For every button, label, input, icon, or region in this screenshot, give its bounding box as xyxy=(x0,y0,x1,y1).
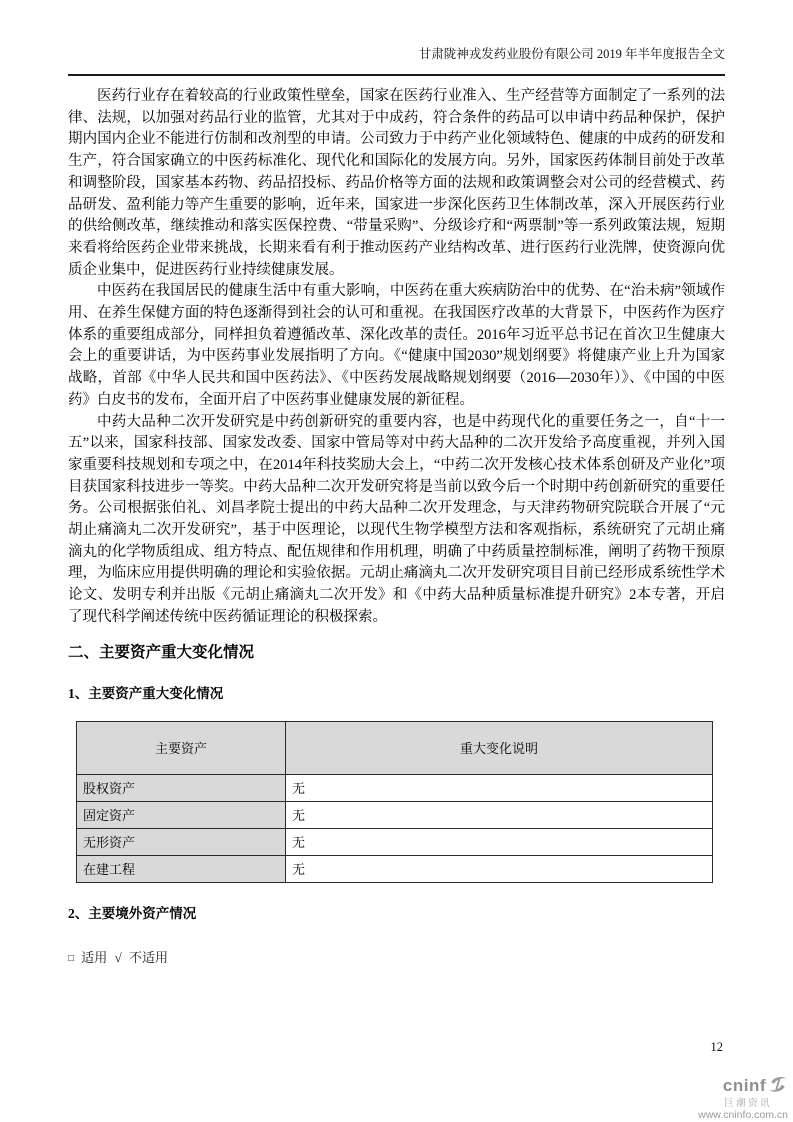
not-applicable-label: 不适用 xyxy=(128,949,168,965)
asset-change-cell: 无 xyxy=(286,801,713,828)
col-header-change-description: 重大变化说明 xyxy=(286,721,713,774)
cninfo-chinese-name: 巨潮资讯 xyxy=(723,1097,772,1109)
sub-heading-major-asset-changes: 1、主要资产重大变化情况 xyxy=(68,685,224,701)
asset-name-cell: 固定资产 xyxy=(77,801,286,828)
asset-change-cell: 无 xyxy=(286,855,713,882)
asset-name-cell: 无形资产 xyxy=(77,828,286,855)
page-number: 12 xyxy=(710,1040,723,1054)
paragraph-secondary-development: 中药大品种二次开发研究是中药创新研究的重要内容，也是中药现代化的重要任务之一，自“十一五”以来，国家科技部、国家发改委、国家中管局等对中药大品种的二次开发给予高度重视，并列入国家重要科技规划和专项之中，在2014年科技奖励大会上，“中药二次开发核心技术体系创研及产业化”项目获国家科技进步一等奖。中药大品种二次开发研究将是当前以致今后一个时期中药创新研究的重要任务。公司根据张伯礼、刘昌孝院士提出的中药大品种二次开发理念，与天津药物研究院联合开展了“元胡止痛滴丸二次开发研究”，基于中医理论，以现代生物学模型方法和客观指标，系统研究了元胡止痛滴丸的化学物质组成、组方特点、配伍规律和作用机理，明确了中药质量控制标准，阐明了药物干预原理，为临床应用提供明确的理论和实验依据。元胡止痛滴丸二次开发研究项目目前已经形成系统性学术论文、发明专利并出版《元胡止痛滴丸二次开发》和《中药大品种质量标准提升研究》2本专著，开启了现代科学阐述传统中医药循证理论的积极探索。 xyxy=(68,413,725,625)
table-row xyxy=(77,774,713,801)
cninfo-logo xyxy=(698,1076,788,1122)
cninfo-url: www.cninfo.com.cn xyxy=(698,1109,788,1122)
table-row xyxy=(77,828,713,855)
sub-heading-overseas-assets: 2、主要境外资产情况 xyxy=(68,905,197,921)
applicable-label: 适用 xyxy=(81,949,108,965)
asset-name-cell: 在建工程 xyxy=(77,855,286,882)
asset-name-cell: 股权资产 xyxy=(77,774,286,801)
applicability-line xyxy=(68,949,725,968)
document-header xyxy=(68,0,725,76)
check-mark-icon: √ xyxy=(114,949,122,965)
col-header-asset: 主要资产 xyxy=(77,721,286,774)
table-row xyxy=(77,801,713,828)
paragraph-tcm-influence: 中医药在我国居民的健康生活中有重大影响，中医药在重大疾病防治中的优势、在“治未病”领域作用、在养生保健方面的特色逐渐得到社会的认可和重视。在我国医疗改革的大背景下，中医药作为医疗体系的重要组成部分，同样担负着遵循改革、深化改革的责任。2016年习近平总书记在首次卫生健康大会上的重要讲话，为中医药事业发展指明了方向。《“健康中国2030”规划纲要》将健康产业上升为国家战略，首部《中华人民共和国中医药法》、《中医药发展战略规划纲要（2016—2030年）》、《中国的中医药》白皮书的发布，全面开启了中医药事业健康发展的新征程。 xyxy=(68,283,725,408)
asset-change-cell: 无 xyxy=(286,774,713,801)
body-text xyxy=(68,86,725,629)
paragraph-industry-policy: 医药行业存在着较高的行业政策性壁垒，国家在医药行业准入、生产经营等方面制定了一系列的法律、法规，以加强对药品行业的监管，尤其对于中成药，符合条件的药品可以申请中药品种保护，保护期内国内企业不能进行仿制和改剂型的申请。公司致力于中药产业化领域特色、健康的中成药的研发和生产，符合国家确立的中医药标准化、现代化和国际化的发展方向。另外，国家医药体制目前处于改革和调整阶段，国家基本药物、药品招投标、药品价格等方面的法规和政策调整会对公司的经营模式、药品研发、盈利能力等产生重要的影响，近年来，国家进一步深化医药卫生体制改革，深入开展医药行业的供给侧改革，继续推动和落实医保控费、“带量采购”、分级诊疗和“两票制”等一系列政策法规，短期来看将给医药企业带来挑战，长期来看有利于推动医药产业结构改革、进行医药行业洗牌，使资源向优质企业集中，促进医药行业持续健康发展。 xyxy=(68,88,725,278)
document-header-title: 甘肃陇神戎发药业股份有限公司 2019 年半年度报告全文 xyxy=(418,47,725,61)
major-assets-table xyxy=(76,721,713,883)
cninfo-brand-text: cninf xyxy=(722,1076,766,1096)
table-header-row xyxy=(77,721,713,774)
table-row xyxy=(77,855,713,882)
section-heading-major-asset-changes: 二、主要资产重大变化情况 xyxy=(68,643,255,661)
asset-change-cell: 无 xyxy=(286,828,713,855)
cninfo-swirl-icon xyxy=(768,1076,788,1098)
checkbox-unchecked-icon: □ xyxy=(68,952,75,964)
